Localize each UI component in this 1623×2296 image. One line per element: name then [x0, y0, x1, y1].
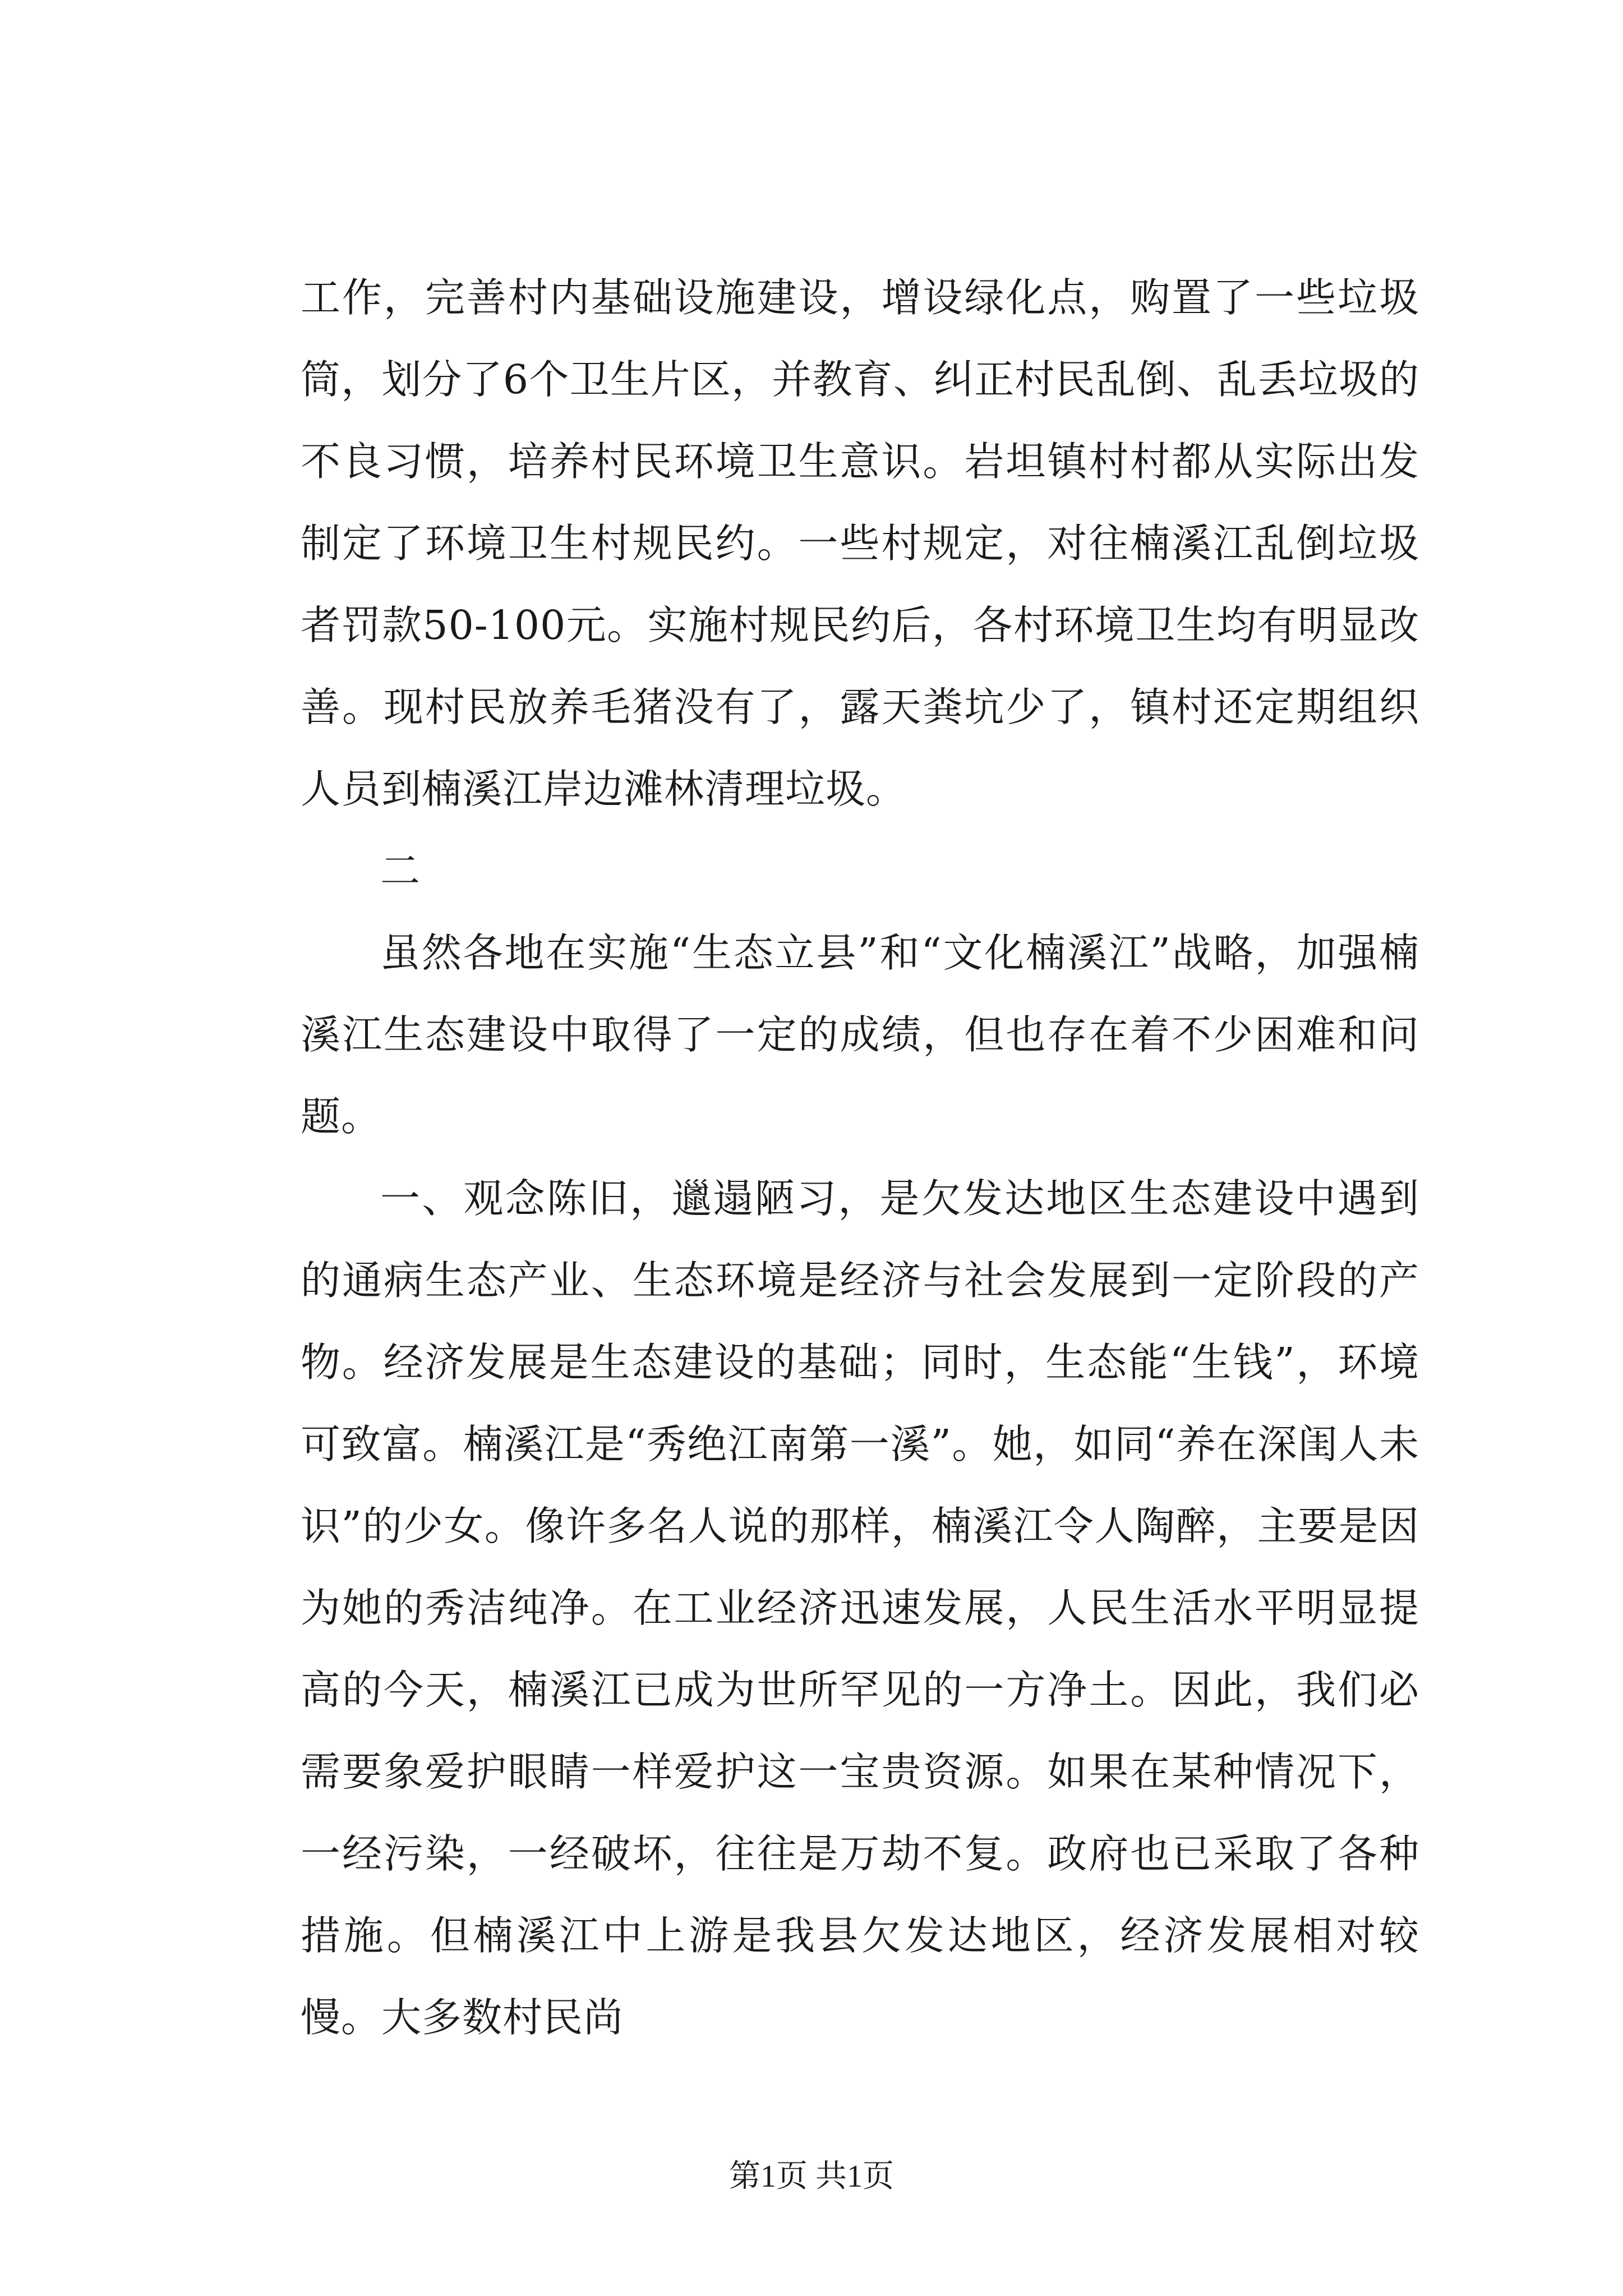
page-footer: 第1页 共1页: [729, 2159, 894, 2194]
document-body: [301, 257, 1419, 2059]
paragraph-continuation: 工作，完善村内基础设施建设，增设绿化点，购置了一些垃圾筒，划分了6个卫生片区，并教育、纠正村民乱倒、乱丢垃圾的不良习惯，培养村民环境卫生意识。岩坦镇村村都从实际出发制定了环境卫生村规民约。一些村规定，对往楠溪江乱倒垃圾者罚款50-100元。实施村规民约后，各村环境卫生均有明显改善。现村民放养毛猪没有了，露天粪坑少了，镇村还定期组织人员到楠溪江岸边滩林清理垃圾。: [301, 274, 1419, 812]
paragraph-point-one: 一、观念陈旧，邋遢陋习，是欠发达地区生态建设中遇到的通病生态产业、生态环境是经济与社会发展到一定阶段的产物。经济发展是生态建设的基础；同时，生态能“生钱”，环境可致富。楠溪江是“秀绝江南第一溪”。她，如同“养在深闺人未识”的少女。像许多名人说的那样，楠溪江令人陶醉，主要是因为她的秀洁纯净。在工业经济迅速发展，人民生活水平明显提高的今天，楠溪江已成为世所罕见的一方净土。因此，我们必需要象爱护眼睛一样爱护这一宝贵资源。如果在某种情况下，一经污染，一经破坏，往往是万劫不复。政府也已采取了各种措施。但楠溪江中上游是我县欠发达地区，经济发展相对较慢。大多数村民尚: [301, 1175, 1419, 2041]
paragraph-problems-intro: 虽然各地在实施“生态立县”和“文化楠溪江”战略，加强楠溪江生态建设中取得了一定的成绩，但也存在着不少困难和问题。: [301, 930, 1419, 1140]
section-heading-two: 二: [380, 848, 421, 894]
